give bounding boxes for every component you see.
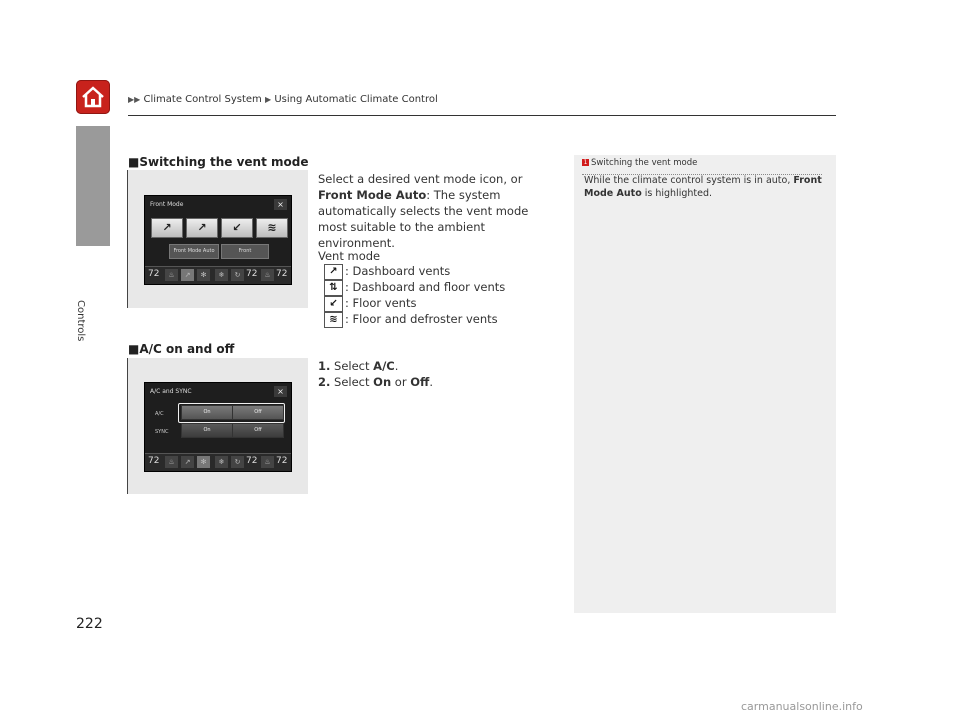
close-icon[interactable]: × [274,199,287,210]
fan-icon[interactable]: ✻ [197,269,210,281]
seat-heater-icon[interactable]: ♨ [261,456,274,468]
breadcrumb-arrow-icon: ▶ [264,95,272,104]
sync-off-button[interactable]: Off [232,423,284,438]
vent-mode-icon[interactable]: ↗ [181,456,194,468]
temp-mid[interactable]: 72 [246,456,258,466]
ac-screenshot [127,358,308,494]
screen-title: A/C and SYNC [150,388,192,395]
fan-speed-icon[interactable]: ❄ [215,456,228,468]
square-bullet-icon: ■ [128,155,140,169]
floor-vents-icon: ↙ [324,296,343,312]
vent-mode-intro: Select a desired vent mode icon, or Front Mode Auto: The system automatically selects the vent mode most suitable to the ambient environment. [318,172,529,250]
seat-heater-icon[interactable]: ♨ [165,269,178,281]
watermark: carmanualsonline.info [741,700,863,713]
note-body: While the climate control system is in auto, Front Mode Auto is highlighted. [584,175,822,199]
temp-left[interactable]: 72 [148,269,160,279]
vent-mode-item: ⇅ : Dashboard and floor vents [324,279,505,296]
note-bullet-icon: 1 [583,159,588,166]
recirculation-icon[interactable]: ↻ [231,269,244,281]
ac-off-button[interactable]: Off [232,405,284,420]
ac-step-1: 1. Select A/C. [318,359,399,373]
vent-floor-defrost-button[interactable]: ≋ [256,218,288,238]
vent-mode-label: Vent mode [318,249,381,263]
breadcrumb-arrow-icon: ▶▶ [128,95,141,104]
floor-defroster-vents-icon: ≋ [324,312,343,328]
ac-icon[interactable]: ✻ [197,456,210,468]
section-tab [76,126,110,246]
vent-dashboard-floor-button[interactable]: ↗ [186,218,218,238]
climate-status-bar [145,453,291,471]
home-icon [76,80,110,114]
sync-on-button[interactable]: On [181,423,233,438]
vent-mode-item: ↗ : Dashboard vents [324,263,450,280]
dashboard-vents-icon: ↗ [324,264,343,280]
front-mode-screen [144,195,292,285]
home-button[interactable] [76,80,110,114]
ac-on-button[interactable]: On [181,405,233,420]
vent-dashboard-button[interactable]: ↗ [151,218,183,238]
front-defrost-button[interactable]: Front [221,244,269,259]
vent-mode-item: ≋ : Floor and defroster vents [324,311,498,328]
dashboard-floor-vents-icon: ⇅ [324,280,343,296]
ac-step-2: 2. Select On or Off. [318,375,433,389]
seat-heater-icon[interactable]: ♨ [165,456,178,468]
climate-status-bar [145,266,291,284]
recirculation-icon[interactable]: ↻ [231,456,244,468]
section-label: Controls [75,300,86,342]
front-mode-auto-button[interactable]: Front Mode Auto [169,244,219,259]
breadcrumb [128,94,438,105]
vent-mode-item: ↙ : Floor vents [324,295,416,312]
sync-row-label: SYNC [155,429,169,435]
ac-row-label: A/C [155,411,164,417]
temp-right[interactable]: 72 [276,456,288,466]
vent-floor-button[interactable]: ↙ [221,218,253,238]
breadcrumb-current[interactable]: Using Automatic Climate Control [274,94,438,105]
ac-heading: ■A/C on and off [128,342,235,356]
temp-mid[interactable]: 72 [246,269,258,279]
vent-mode-heading: ■Switching the vent mode [128,155,309,169]
temp-right[interactable]: 72 [276,269,288,279]
screen-title: Front Mode [150,201,184,208]
vent-mode-screenshot [127,170,308,308]
vent-mode-icon[interactable]: ↗ [181,269,194,281]
ac-sync-screen [144,382,292,472]
side-note [574,155,836,613]
fan-speed-icon[interactable]: ❄ [215,269,228,281]
note-title: 1 Switching the vent mode [583,158,698,168]
breadcrumb-parent[interactable]: Climate Control System [143,94,262,105]
close-icon[interactable]: × [274,386,287,397]
seat-heater-icon[interactable]: ♨ [261,269,274,281]
header-rule [128,115,836,116]
temp-left[interactable]: 72 [148,456,160,466]
page-number: 222 [76,616,103,632]
square-bullet-icon: ■ [128,342,140,356]
